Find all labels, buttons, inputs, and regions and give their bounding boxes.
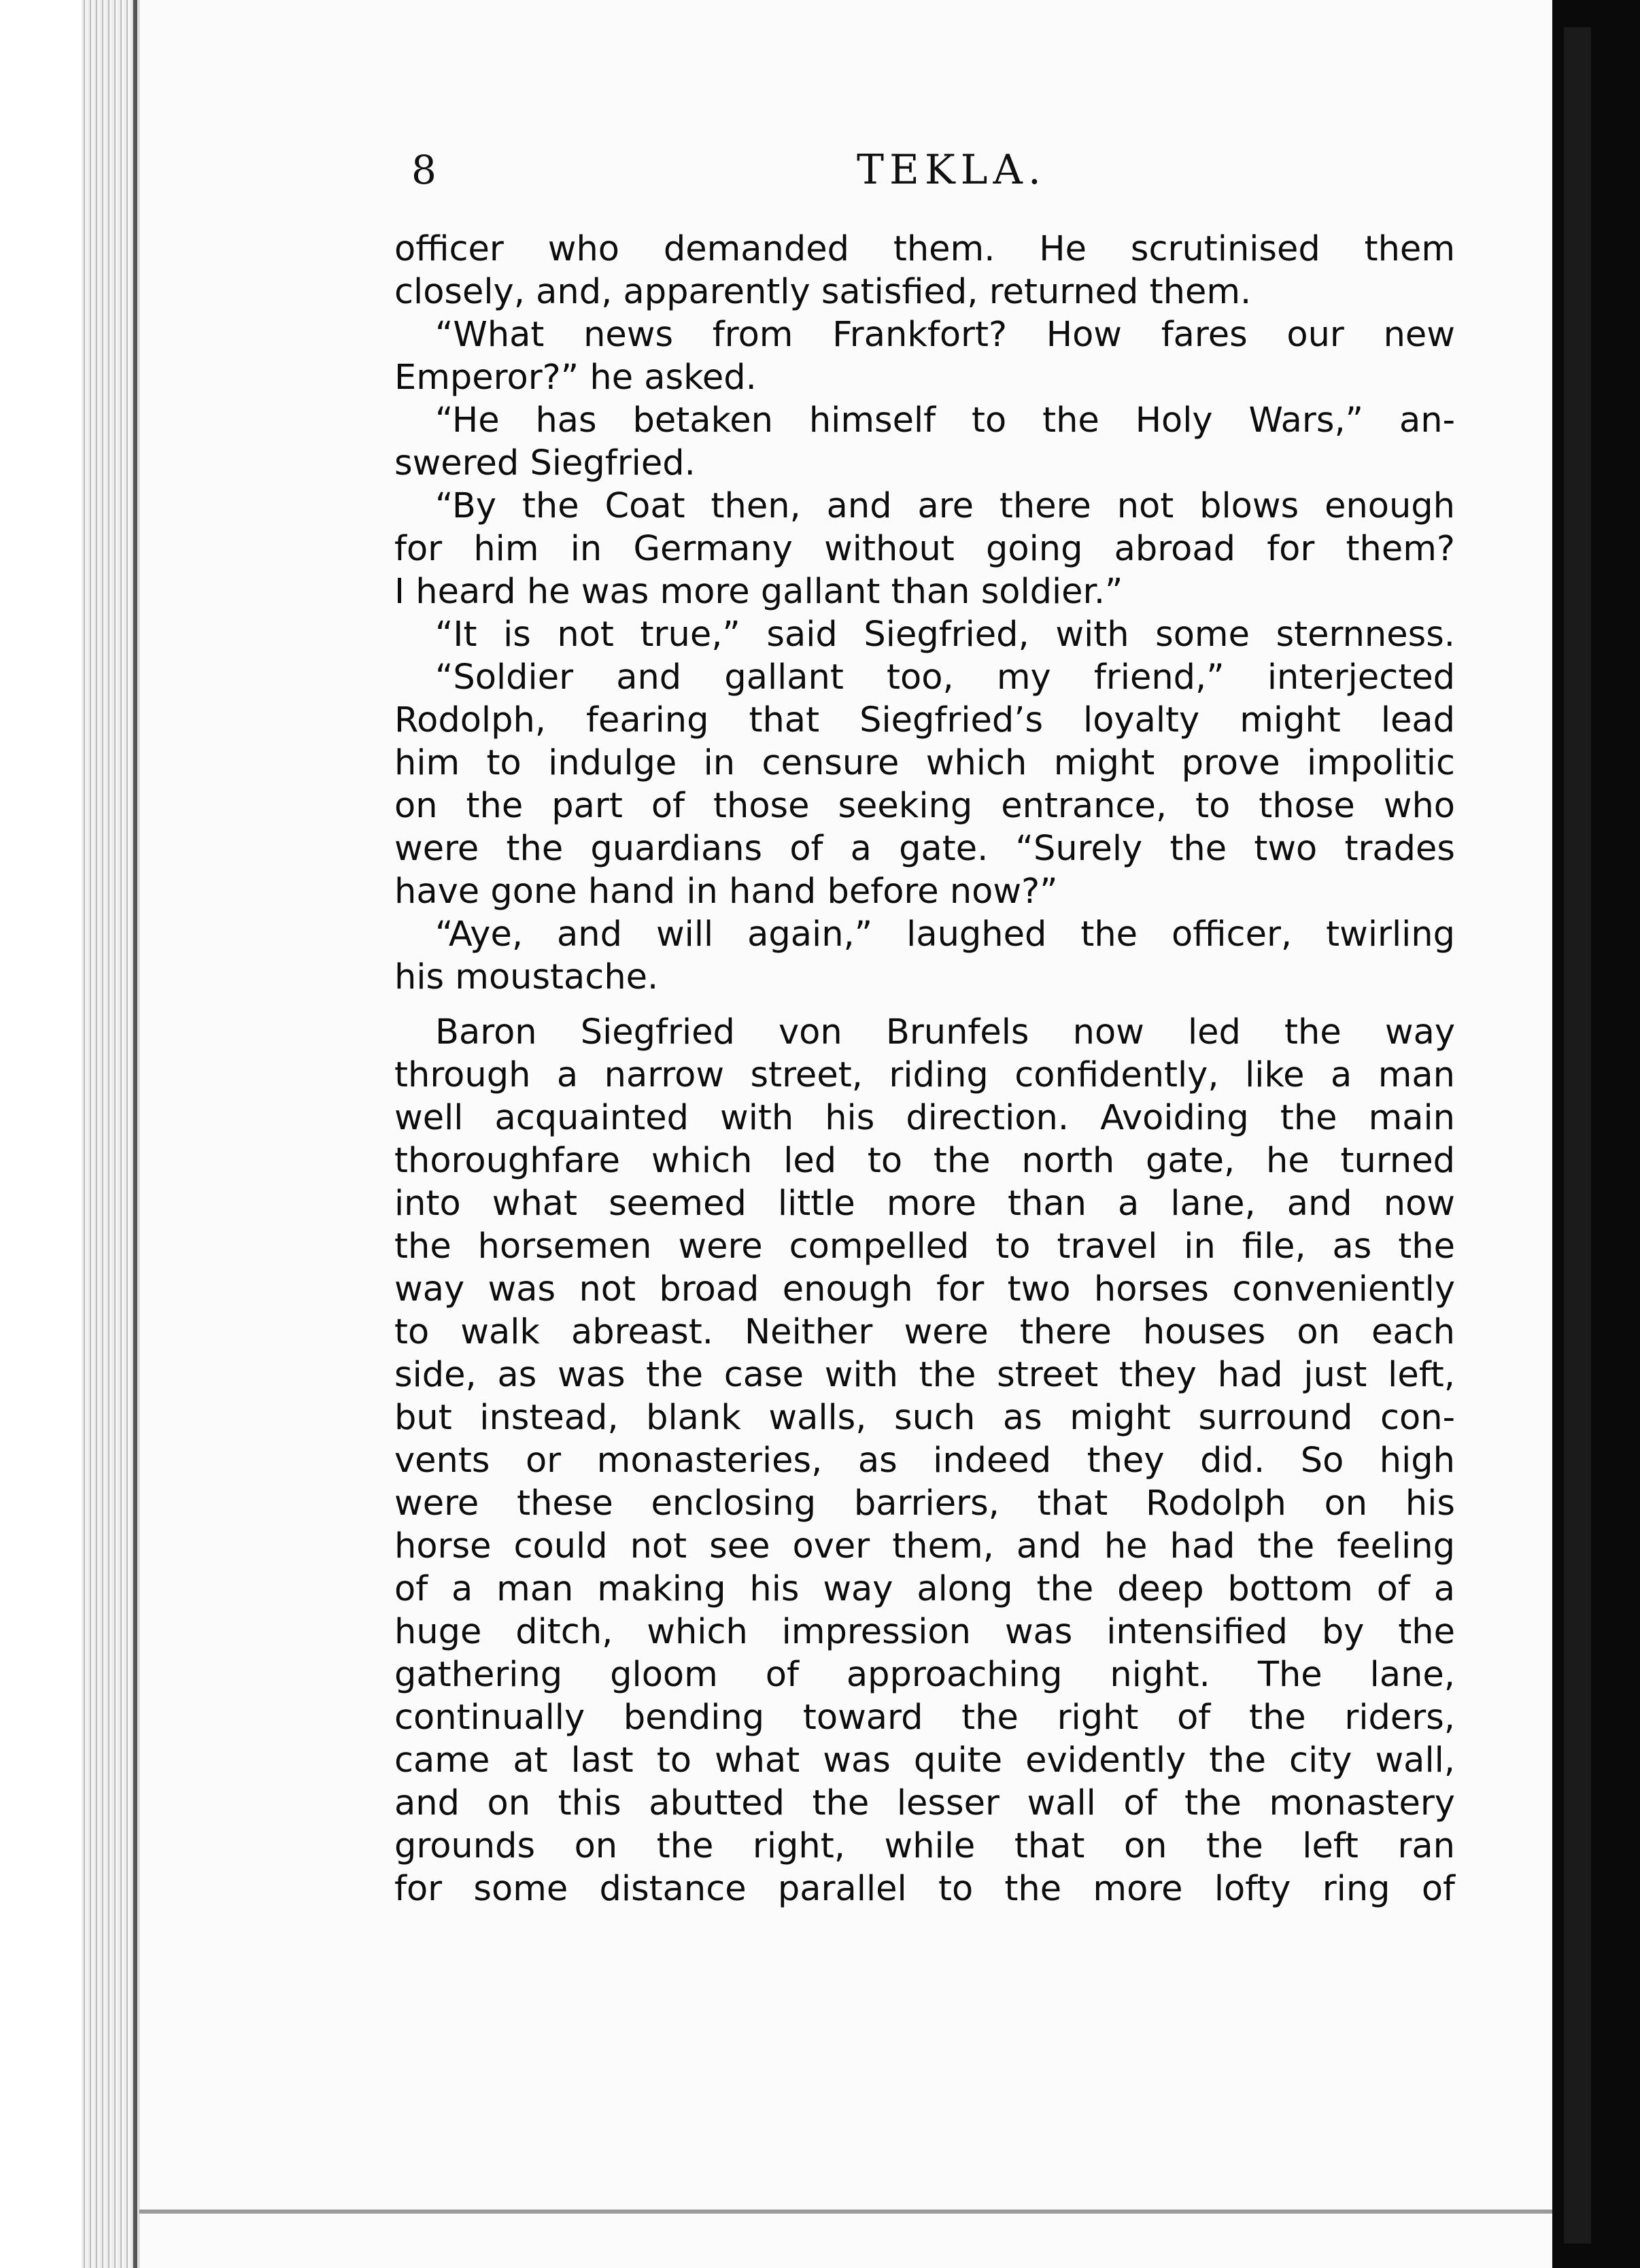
text-line: vents or monasteries, as indeed they did. So high — [394, 1441, 1455, 1481]
text-line: “Soldier and gallant too, my friend,” interjected — [435, 657, 1455, 698]
text-line: gathering gloom of approaching night. The lane, — [394, 1655, 1455, 1695]
text-line: I heard he was more gallant than soldier.” — [394, 572, 1123, 612]
page-number: 8 — [411, 147, 437, 193]
binding-shadow-line — [133, 0, 137, 2268]
text-line: way was not broad enough for two horses conveniently — [394, 1269, 1455, 1309]
text-line: Baron Siegfried von Brunfels now led the way — [435, 1012, 1455, 1052]
text-line: on the part of those seeking entrance, to those who — [394, 786, 1455, 826]
text-line: side, as was the case with the street they had just left, — [394, 1355, 1455, 1395]
text-line: grounds on the right, while that on the left ran — [394, 1826, 1455, 1866]
running-head — [411, 143, 1472, 197]
text-line: to walk abreast. Neither were there houses on each — [394, 1312, 1455, 1352]
text-line: Rodolph, fearing that Siegfried’s loyalty might lead — [394, 700, 1455, 740]
text-line: closely, and, apparently satisfied, returned them. — [394, 272, 1252, 312]
text-line: his moustache. — [394, 957, 659, 997]
text-line: thoroughfare which led to the north gate, he turned — [394, 1141, 1455, 1181]
text-line: “He has betaken himself to the Holy Wars,” an- — [435, 400, 1455, 441]
text-line: were these enclosing barriers, that Rodolph on his — [394, 1483, 1455, 1524]
adjacent-page-edge — [1564, 27, 1591, 2244]
text-line: into what seemed little more than a lane, and now — [394, 1184, 1455, 1224]
text-line: huge ditch, which impression was intensified by the — [394, 1612, 1455, 1652]
text-line: have gone hand in hand before now?” — [394, 872, 1058, 912]
text-line: for him in Germany without going abroad for them? — [394, 529, 1455, 569]
running-title: TEKLA. — [857, 146, 1046, 194]
page-bottom-edge — [139, 2210, 1552, 2214]
text-line: for some distance parallel to the more lofty ring of — [394, 1869, 1455, 1909]
text-line: came at last to what was quite evidently the city wall, — [394, 1740, 1455, 1781]
text-line: but instead, blank walls, such as might surround con- — [394, 1398, 1455, 1438]
text-line: “Aye, and will again,” laughed the officer, twirling — [435, 914, 1455, 955]
text-line: “What news from Frankfort? How fares our new — [435, 315, 1455, 355]
text-line: “By the Coat then, and are there not blows enough — [435, 486, 1455, 526]
text-line: well acquainted with his direction. Avoiding the main — [394, 1098, 1455, 1138]
text-line: through a narrow street, riding confidently, like a man — [394, 1055, 1455, 1095]
text-line: the horsemen were compelled to travel in file, as the — [394, 1226, 1455, 1267]
text-line: were the guardians of a gate. “Surely the two trades — [394, 829, 1455, 869]
text-line: swered Siegfried. — [394, 443, 696, 483]
text-line: “It is not true,” said Siegfried, with some sternness. — [435, 615, 1455, 655]
text-line: and on this abutted the lesser wall of the monastery — [394, 1783, 1455, 1823]
text-line: of a man making his way along the deep bottom of a — [394, 1569, 1455, 1609]
text-line: horse could not see over them, and he had the feeling — [394, 1526, 1455, 1566]
body-text — [394, 228, 1455, 1910]
text-line: him to indulge in censure which might prove impolitic — [394, 743, 1455, 783]
text-line: officer who demanded them. He scrutinised them — [394, 229, 1455, 269]
text-line: continually bending toward the right of the riders, — [394, 1698, 1455, 1738]
text-line: Emperor?” he asked. — [394, 358, 757, 398]
